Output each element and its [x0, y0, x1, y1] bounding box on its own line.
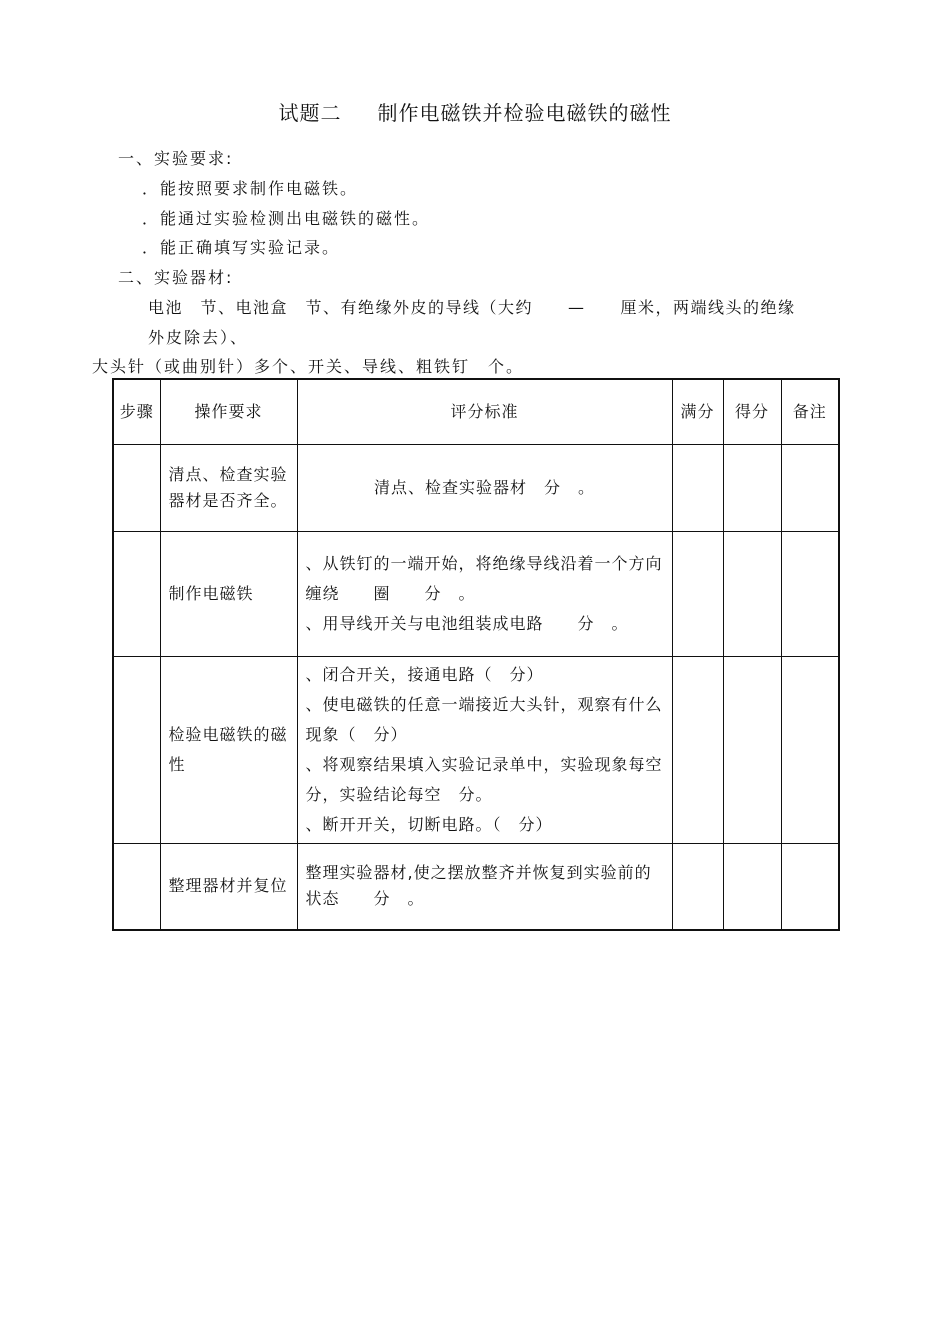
criteria-line: 、从铁钉的一端开始，将绝缘导线沿着一个方向缠绕 圈 分 。	[305, 553, 663, 603]
criteria-cell	[297, 531, 672, 656]
table-header-row	[113, 379, 839, 444]
criteria-cell	[297, 444, 672, 531]
note-cell	[781, 531, 839, 656]
full-score-cell	[672, 656, 723, 843]
criteria-line: 、使电磁铁的任意一端接近大头针，观察有什么现象（ 分）	[305, 694, 663, 744]
step-cell	[113, 531, 160, 656]
scoring-table	[112, 378, 840, 931]
note-cell	[781, 843, 839, 930]
operation-cell: 制作电磁铁	[160, 531, 297, 656]
section2-heading: 二、实验器材:	[118, 268, 234, 287]
step-cell	[113, 444, 160, 531]
criteria-line: 清点、检查实验器材 分 。	[373, 477, 595, 497]
full-score-cell	[672, 843, 723, 930]
materials-line-3: 大头针（或曲别针）多个、开关、导线、粗铁钉 个。	[92, 357, 525, 376]
score-cell	[723, 444, 781, 531]
header-step: 步骤	[113, 379, 160, 444]
step-cell	[113, 656, 160, 843]
criteria-cell	[297, 656, 680, 843]
section1-heading: 一、实验要求:	[118, 149, 234, 168]
table-row	[113, 843, 839, 930]
table-row	[113, 531, 839, 656]
note-cell	[781, 656, 839, 843]
operation-cell: 清点、检查实验器材是否齐全。	[160, 444, 297, 531]
page-title	[0, 97, 950, 126]
score-cell	[723, 656, 781, 843]
table-row	[113, 444, 839, 531]
criteria-cell	[297, 843, 672, 930]
materials-line-2: 外皮除去）、	[148, 328, 249, 347]
score-cell	[723, 843, 781, 930]
table-row	[113, 656, 839, 843]
title-exam-number: 试题二	[278, 101, 342, 125]
header-score: 得分	[723, 379, 781, 444]
note-cell	[781, 444, 839, 531]
header-criteria: 评分标准	[297, 379, 672, 444]
operation-cell: 检验电磁铁的磁性	[160, 656, 297, 843]
step-cell	[113, 843, 160, 930]
header-note: 备注	[781, 379, 839, 444]
score-cell	[723, 531, 781, 656]
operation-cell: 整理器材并复位	[160, 843, 297, 930]
criteria-line: 、断开开关，切断电路。（ 分）	[305, 814, 553, 834]
header-operation: 操作要求	[160, 379, 297, 444]
requirement-item-1: ．能按照要求制作电磁铁。	[142, 179, 359, 198]
full-score-cell	[672, 531, 723, 656]
criteria-line: 、闭合开关，接通电路（ 分）	[305, 664, 544, 684]
criteria-line: 、用导线开关与电池组装成电路 分 。	[305, 613, 629, 633]
materials-line-1: 电池 节、电池盒 节、有绝缘外皮的导线（大约 — 厘米，两端线头的绝缘	[148, 298, 796, 317]
full-score-cell	[672, 444, 723, 531]
criteria-line: 整理实验器材,使之摆放整齐并恢复到实验前的状态 分 。	[305, 863, 652, 909]
title-topic: 制作电磁铁并检验电磁铁的磁性	[377, 101, 672, 125]
requirement-item-3: ．能正确填写实验记录。	[142, 238, 341, 257]
header-full-score: 满分	[672, 379, 723, 444]
requirement-item-2: ．能通过实验检测出电磁铁的磁性。	[142, 209, 431, 228]
criteria-line: 、将观察结果填入实验记录单中，实验现象每空 分，实验结论每空 分。	[305, 754, 680, 804]
